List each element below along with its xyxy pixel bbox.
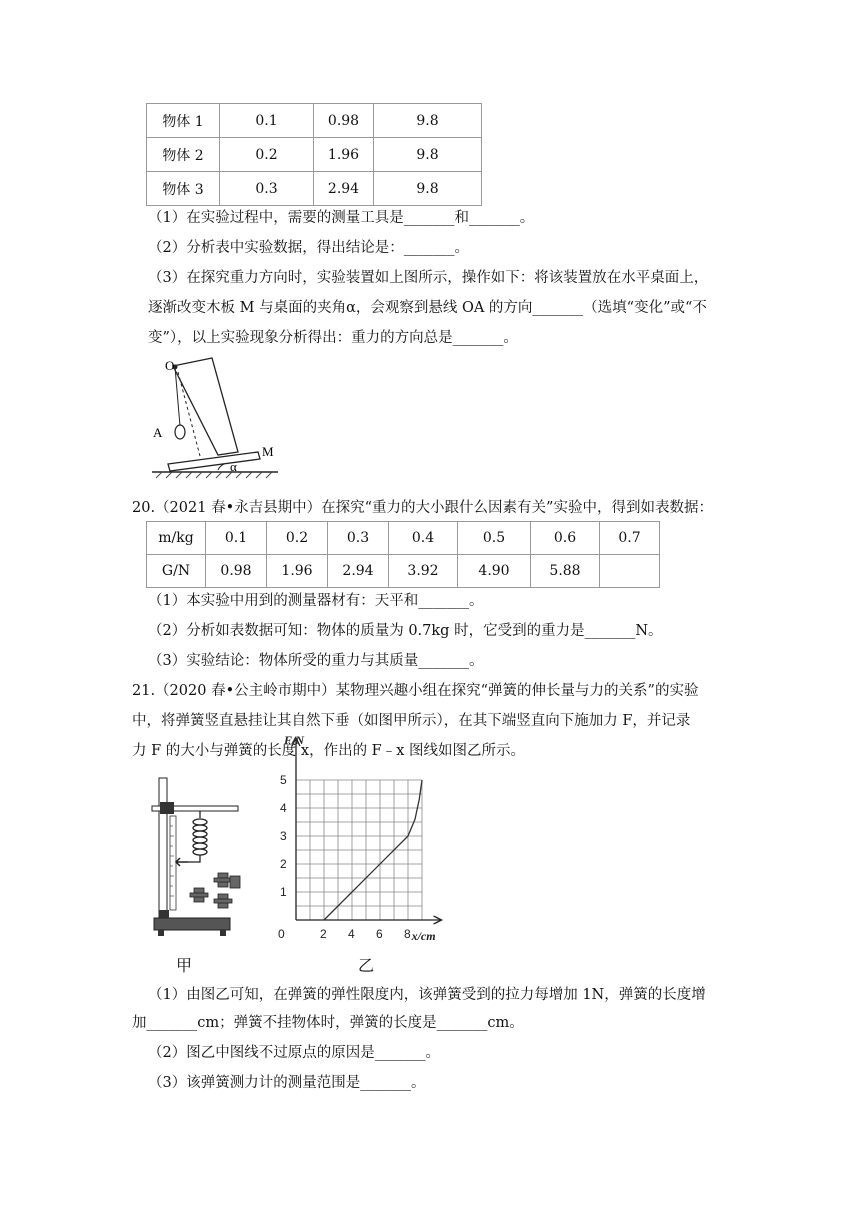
q21-part3: （3）该弹簧测力计的测量范围是_______。: [148, 1075, 426, 1091]
y-tick-label: 4: [280, 801, 287, 815]
x-tick-label: 0: [278, 927, 285, 941]
table-cell: 0.2: [267, 522, 328, 555]
table-cell: 0.98: [314, 104, 374, 138]
table-row: [147, 555, 660, 588]
plumb-line-figure: [148, 352, 288, 480]
y-tick-label: 3: [280, 829, 287, 843]
table-cell: 4.90: [458, 555, 531, 588]
label-alpha: α: [230, 459, 237, 474]
table-cell: 1.96: [314, 138, 374, 172]
table-cell: 0.6: [531, 522, 600, 555]
table-cell: 0.3: [328, 522, 389, 555]
q19-part1: （1）在实验过程中，需要的测量工具是_______和_______。: [148, 210, 535, 226]
table-cell: 2.94: [328, 555, 389, 588]
q21-stem-line3: 力 F 的大小与弹簧的长度 x，作出的 F﹣x 图线如图乙所示。: [132, 743, 526, 759]
table-cell: 1.96: [267, 555, 328, 588]
x-tick-label: 8: [404, 927, 411, 941]
table-cell: 3.92: [389, 555, 458, 588]
table-cell: 0.4: [389, 522, 458, 555]
table-row: [147, 138, 482, 172]
table-cell: 0.1: [220, 104, 314, 138]
q19-part3-line2: 逐渐改变木板 M 与桌面的夹角α，会观察到悬线 OA 的方向_______（选填“变化”或“不: [148, 300, 707, 316]
y-tick-label: 2: [280, 857, 287, 871]
x-tick-label: 4: [348, 927, 355, 941]
table-cell: 0.3: [220, 172, 314, 206]
table-cell: 物体 2: [147, 138, 220, 172]
table-cell: 9.8: [374, 138, 482, 172]
q20-part1: （1）本实验中用到的测量器材有：天平和_______。: [148, 593, 484, 609]
f-x-graph: [268, 734, 480, 946]
label-m: M: [262, 444, 274, 459]
q20-stem: 20.（2021 春•永吉县期中）在探究“重力的大小跟什么因素有关”实验中，得到如表数据：: [132, 500, 713, 516]
q21-part1-line1: （1）由图乙可知，在弹簧的弹性限度内，该弹簧受到的拉力每增加 1N，弹簧的长度增: [148, 987, 706, 1003]
board-m: [168, 452, 260, 471]
table-cell: 9.8: [374, 104, 482, 138]
mass-weight-table: [146, 103, 482, 206]
bob-a: [175, 425, 185, 439]
q21-stem-line2: 中，将弹簧竖直悬挂让其自然下垂（如图甲所示），在其下端竖直向下施加力 F，并记录: [132, 713, 691, 729]
table-cell: 9.8: [374, 172, 482, 206]
table-cell: 0.98: [206, 555, 267, 588]
stand-pole: [159, 778, 167, 918]
label-o: O: [165, 358, 175, 373]
label-a: A: [153, 425, 163, 440]
q21-stem-line1: 21.（2020 春•公主岭市期中）某物理兴趣小组在探究“弹簧的伸长量与力的关系”的实验: [132, 683, 699, 699]
table-cell: m/kg: [147, 522, 206, 555]
q20-part3: （3）实验结论：物体所受的重力与其质量_______。: [148, 653, 484, 669]
table-row: [147, 172, 482, 206]
upright-board: [173, 358, 238, 455]
x-axis-label: x/cm: [411, 929, 436, 943]
y-tick-label: 1: [280, 885, 287, 899]
q19-part2: （2）分析表中实验数据，得出结论是：_______。: [148, 240, 469, 256]
table-cell: 0.7: [600, 522, 660, 555]
figure-caption-jia: 甲: [176, 956, 193, 975]
x-tick-label: 6: [376, 927, 383, 941]
y-axis-label: F/N: [284, 734, 305, 747]
y-tick-label: 5: [280, 773, 287, 787]
table-cell: 物体 3: [147, 172, 220, 206]
x-tick-label: 2: [320, 927, 327, 941]
figure-caption-yi: 乙: [358, 956, 375, 975]
table-cell: 物体 1: [147, 104, 220, 138]
table-row: [147, 522, 660, 555]
q21-part1-line2: 加_______cm；弹簧不挂物体时，弹簧的长度是_______cm。: [132, 1015, 524, 1031]
spring-stand-figure: [148, 772, 244, 942]
spring-coil: [188, 811, 207, 862]
hook-weights: [190, 873, 240, 908]
pointer-arrow-icon: [176, 858, 188, 866]
q19-part3-line3: 变”），以上实验现象分析得出：重力的方向总是_______。: [148, 330, 518, 346]
table-cell: 5.88: [531, 555, 600, 588]
table-cell: 2.94: [314, 172, 374, 206]
q20-part2: （2）分析如表数据可知：物体的质量为 0.7kg 时，它受到的重力是_______N。: [148, 623, 663, 639]
table-cell-empty: [600, 555, 660, 588]
mass-weight-table-2: [146, 521, 660, 588]
table-cell: G/N: [147, 555, 206, 588]
table-cell: 0.1: [206, 522, 267, 555]
table-surface: [152, 472, 278, 478]
table-cell: 0.2: [220, 138, 314, 172]
stand-base: [154, 918, 230, 930]
q21-part2: （2）图乙中图线不过原点的原因是_______。: [148, 1045, 440, 1061]
table-cell: 0.5: [458, 522, 531, 555]
q19-part3-line1: （3）在探究重力方向时，实验装置如上图所示，操作如下：将该装置放在水平桌面上，: [148, 270, 709, 286]
table-row: [147, 104, 482, 138]
